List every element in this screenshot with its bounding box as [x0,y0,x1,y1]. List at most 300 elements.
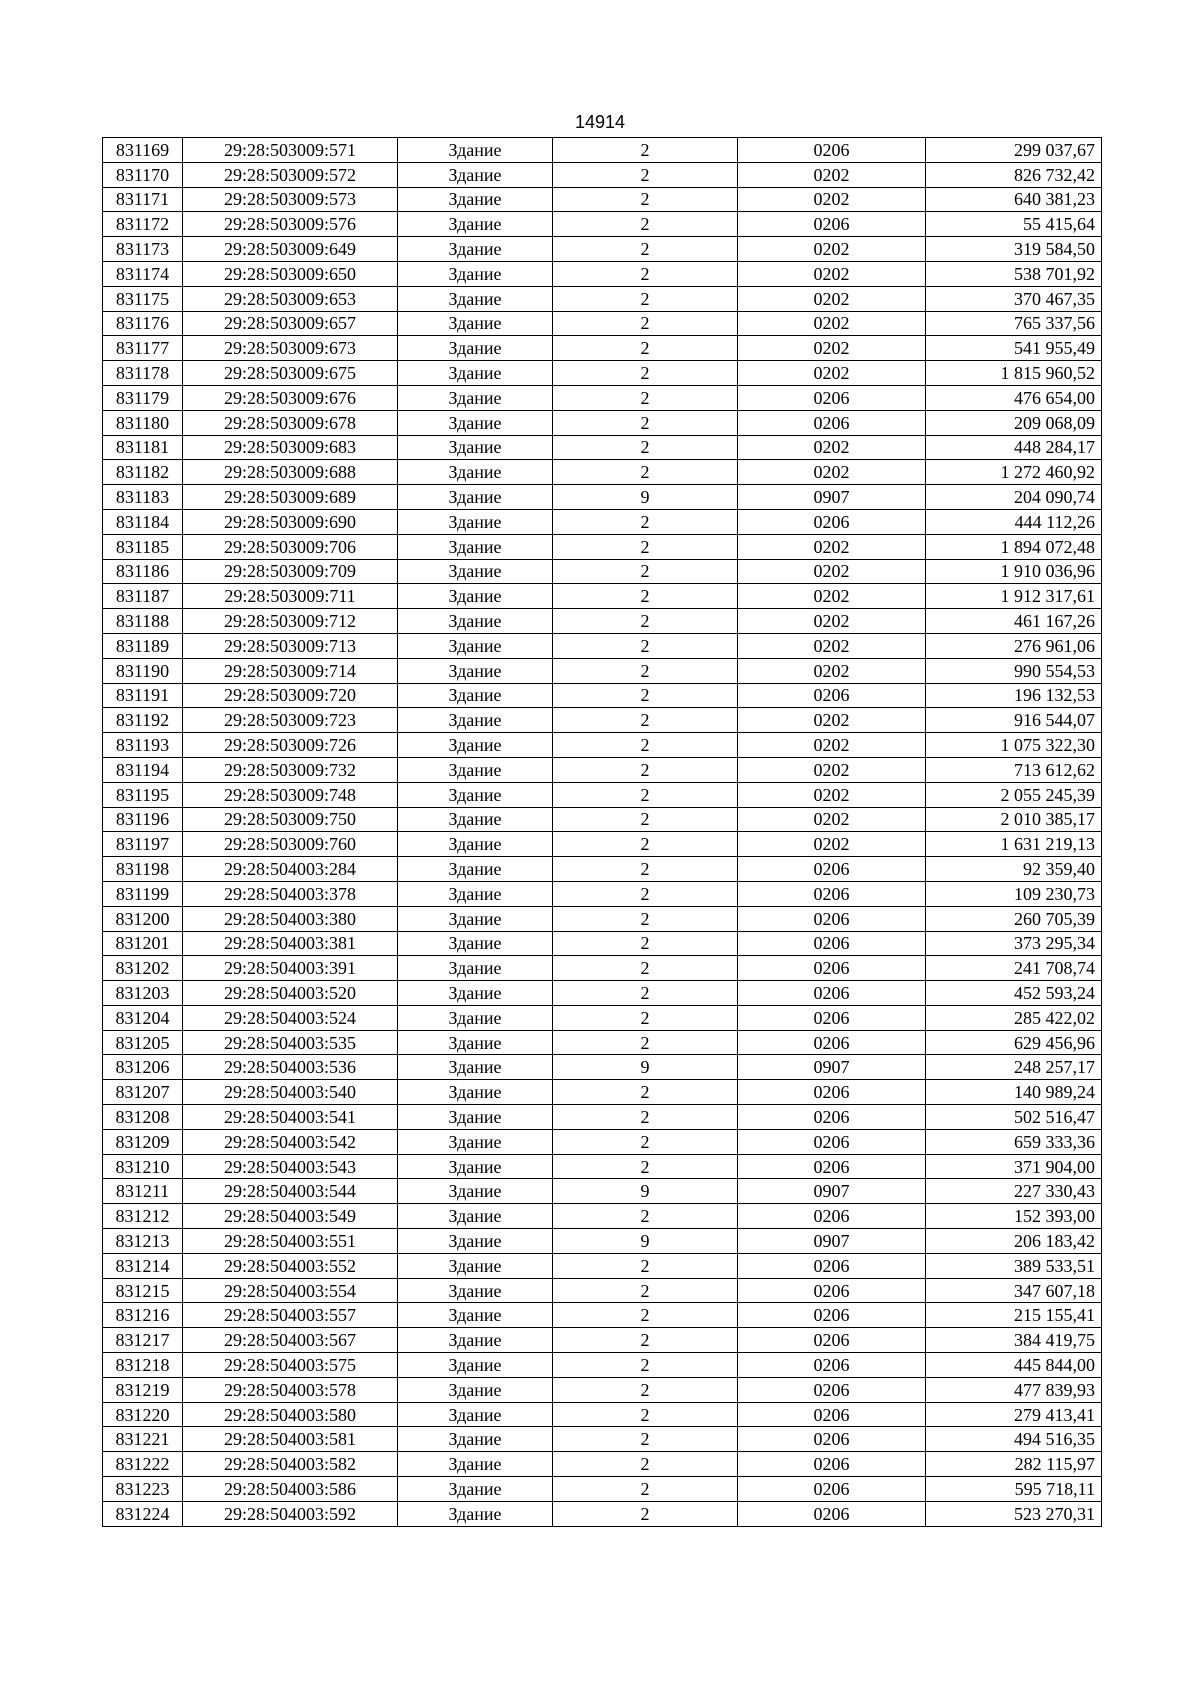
cadastral-number-cell: 29:28:504003:535 [183,1030,398,1055]
cadastral-number-cell: 29:28:504003:381 [183,931,398,956]
group-cell: 2 [553,1452,738,1477]
table-row [103,162,1102,187]
row-number-cell: 831200 [103,906,183,931]
table-row [103,1377,1102,1402]
row-number-cell: 831221 [103,1427,183,1452]
group-cell: 2 [553,1204,738,1229]
subgroup-code-cell: 0202 [738,559,926,584]
row-number-cell: 831183 [103,485,183,510]
object-type-cell: Здание [398,881,553,906]
subgroup-code-cell: 0202 [738,361,926,386]
subgroup-code-cell: 0206 [738,1105,926,1130]
subgroup-code-cell: 0206 [738,857,926,882]
object-type-cell: Здание [398,336,553,361]
object-type-cell: Здание [398,1328,553,1353]
cadastral-number-cell: 29:28:504003:592 [183,1501,398,1526]
subgroup-code-cell: 0202 [738,708,926,733]
subgroup-code-cell: 0206 [738,1377,926,1402]
subgroup-code-cell: 0206 [738,931,926,956]
object-type-cell: Здание [398,261,553,286]
cadastral-value-cell: 2 055 245,39 [926,782,1102,807]
cadastral-value-cell: 595 718,11 [926,1477,1102,1502]
cadastral-value-cell: 629 456,96 [926,1030,1102,1055]
object-type-cell: Здание [398,1204,553,1229]
cadastral-number-cell: 29:28:503009:690 [183,509,398,534]
group-cell: 2 [553,981,738,1006]
group-cell: 2 [553,460,738,485]
group-cell: 9 [553,1229,738,1254]
table-row [103,956,1102,981]
row-number-cell: 831202 [103,956,183,981]
row-number-cell: 831194 [103,757,183,782]
cadastral-number-cell: 29:28:504003:536 [183,1055,398,1080]
cadastral-number-cell: 29:28:503009:675 [183,361,398,386]
group-cell: 2 [553,385,738,410]
cadastral-value-cell: 285 422,02 [926,1005,1102,1030]
table-row [103,609,1102,634]
cadastral-value-cell: 1 910 036,96 [926,559,1102,584]
row-number-cell: 831195 [103,782,183,807]
row-number-cell: 831173 [103,237,183,262]
object-type-cell: Здание [398,138,553,163]
subgroup-code-cell: 0907 [738,1229,926,1254]
object-type-cell: Здание [398,906,553,931]
cadastral-number-cell: 29:28:504003:378 [183,881,398,906]
subgroup-code-cell: 0206 [738,956,926,981]
table-row [103,385,1102,410]
object-type-cell: Здание [398,733,553,758]
cadastral-number-cell: 29:28:503009:678 [183,410,398,435]
group-cell: 2 [553,361,738,386]
cadastral-number-cell: 29:28:504003:578 [183,1377,398,1402]
row-number-cell: 831214 [103,1253,183,1278]
cadastral-value-cell: 282 115,97 [926,1452,1102,1477]
subgroup-code-cell: 0202 [738,311,926,336]
group-cell: 2 [553,237,738,262]
object-type-cell: Здание [398,1501,553,1526]
cadastral-number-cell: 29:28:503009:683 [183,435,398,460]
subgroup-code-cell: 0202 [738,261,926,286]
subgroup-code-cell: 0202 [738,733,926,758]
cadastral-number-cell: 29:28:504003:549 [183,1204,398,1229]
table-row [103,1229,1102,1254]
object-type-cell: Здание [398,1179,553,1204]
cadastral-value-cell: 541 955,49 [926,336,1102,361]
object-type-cell: Здание [398,485,553,510]
table-row [103,1253,1102,1278]
group-cell: 2 [553,311,738,336]
row-number-cell: 831197 [103,832,183,857]
cadastral-value-cell: 538 701,92 [926,261,1102,286]
subgroup-code-cell: 0202 [738,435,926,460]
table-row [103,757,1102,782]
object-type-cell: Здание [398,435,553,460]
row-number-cell: 831215 [103,1278,183,1303]
cadastral-number-cell: 29:28:503009:709 [183,559,398,584]
cadastral-value-table [102,137,1102,1527]
cadastral-value-cell: 55 415,64 [926,212,1102,237]
cadastral-value-cell: 227 330,43 [926,1179,1102,1204]
group-cell: 2 [553,757,738,782]
cadastral-number-cell: 29:28:503009:711 [183,584,398,609]
cadastral-number-cell: 29:28:503009:732 [183,757,398,782]
cadastral-number-cell: 29:28:504003:540 [183,1080,398,1105]
table-row [103,1129,1102,1154]
row-number-cell: 831174 [103,261,183,286]
cadastral-number-cell: 29:28:504003:544 [183,1179,398,1204]
cadastral-number-cell: 29:28:503009:688 [183,460,398,485]
subgroup-code-cell: 0206 [738,1303,926,1328]
object-type-cell: Здание [398,584,553,609]
row-number-cell: 831190 [103,658,183,683]
table-row [103,584,1102,609]
cadastral-value-cell: 92 359,40 [926,857,1102,882]
cadastral-number-cell: 29:28:504003:543 [183,1154,398,1179]
subgroup-code-cell: 0202 [738,832,926,857]
object-type-cell: Здание [398,162,553,187]
table-row [103,1179,1102,1204]
row-number-cell: 831223 [103,1477,183,1502]
cadastral-value-cell: 461 167,26 [926,609,1102,634]
subgroup-code-cell: 0206 [738,1278,926,1303]
table-row [103,286,1102,311]
table-body [103,138,1102,1527]
object-type-cell: Здание [398,1253,553,1278]
cadastral-value-cell: 276 961,06 [926,633,1102,658]
group-cell: 2 [553,534,738,559]
object-type-cell: Здание [398,187,553,212]
row-number-cell: 831213 [103,1229,183,1254]
cadastral-value-cell: 371 904,00 [926,1154,1102,1179]
cadastral-value-cell: 826 732,42 [926,162,1102,187]
table-row [103,683,1102,708]
row-number-cell: 831219 [103,1377,183,1402]
cadastral-value-cell: 765 337,56 [926,311,1102,336]
object-type-cell: Здание [398,460,553,485]
cadastral-number-cell: 29:28:504003:567 [183,1328,398,1353]
group-cell: 2 [553,857,738,882]
row-number-cell: 831179 [103,385,183,410]
table-row [103,1030,1102,1055]
row-number-cell: 831220 [103,1402,183,1427]
row-number-cell: 831186 [103,559,183,584]
cadastral-value-cell: 384 419,75 [926,1328,1102,1353]
cadastral-value-cell: 347 607,18 [926,1278,1102,1303]
subgroup-code-cell: 0202 [738,782,926,807]
object-type-cell: Здание [398,956,553,981]
table-row [103,138,1102,163]
row-number-cell: 831180 [103,410,183,435]
cadastral-number-cell: 29:28:504003:580 [183,1402,398,1427]
object-type-cell: Здание [398,410,553,435]
cadastral-value-cell: 196 132,53 [926,683,1102,708]
cadastral-number-cell: 29:28:503009:689 [183,485,398,510]
row-number-cell: 831182 [103,460,183,485]
subgroup-code-cell: 0206 [738,1005,926,1030]
object-type-cell: Здание [398,981,553,1006]
cadastral-value-cell: 713 612,62 [926,757,1102,782]
row-number-cell: 831185 [103,534,183,559]
row-number-cell: 831196 [103,807,183,832]
row-number-cell: 831175 [103,286,183,311]
subgroup-code-cell: 0206 [738,906,926,931]
group-cell: 2 [553,658,738,683]
table-row [103,336,1102,361]
cadastral-value-cell: 389 533,51 [926,1253,1102,1278]
row-number-cell: 831178 [103,361,183,386]
row-number-cell: 831177 [103,336,183,361]
subgroup-code-cell: 0206 [738,212,926,237]
table-row [103,410,1102,435]
subgroup-code-cell: 0202 [738,633,926,658]
subgroup-code-cell: 0202 [738,237,926,262]
table-row [103,906,1102,931]
object-type-cell: Здание [398,237,553,262]
table-row [103,633,1102,658]
row-number-cell: 831176 [103,311,183,336]
group-cell: 2 [553,1129,738,1154]
group-cell: 2 [553,1278,738,1303]
row-number-cell: 831187 [103,584,183,609]
group-cell: 2 [553,1353,738,1378]
group-cell: 2 [553,807,738,832]
subgroup-code-cell: 0202 [738,162,926,187]
cadastral-number-cell: 29:28:504003:391 [183,956,398,981]
subgroup-code-cell: 0206 [738,683,926,708]
cadastral-value-cell: 502 516,47 [926,1105,1102,1130]
cadastral-number-cell: 29:28:504003:557 [183,1303,398,1328]
table-row [103,708,1102,733]
cadastral-value-cell: 1 075 322,30 [926,733,1102,758]
cadastral-value-cell: 370 467,35 [926,286,1102,311]
cadastral-number-cell: 29:28:504003:524 [183,1005,398,1030]
subgroup-code-cell: 0202 [738,584,926,609]
object-type-cell: Здание [398,212,553,237]
cadastral-value-cell: 523 270,31 [926,1501,1102,1526]
cadastral-value-cell: 1 894 072,48 [926,534,1102,559]
cadastral-value-cell: 319 584,50 [926,237,1102,262]
table-row [103,733,1102,758]
cadastral-number-cell: 29:28:503009:676 [183,385,398,410]
group-cell: 2 [553,1501,738,1526]
table-row [103,1105,1102,1130]
object-type-cell: Здание [398,633,553,658]
cadastral-number-cell: 29:28:503009:673 [183,336,398,361]
group-cell: 2 [553,1402,738,1427]
cadastral-value-cell: 1 912 317,61 [926,584,1102,609]
table-row [103,658,1102,683]
subgroup-code-cell: 0206 [738,981,926,1006]
table-row [103,1427,1102,1452]
group-cell: 2 [553,832,738,857]
subgroup-code-cell: 0206 [738,509,926,534]
row-number-cell: 831170 [103,162,183,187]
cadastral-value-cell: 2 010 385,17 [926,807,1102,832]
cadastral-value-cell: 140 989,24 [926,1080,1102,1105]
object-type-cell: Здание [398,782,553,807]
table-row [103,1005,1102,1030]
cadastral-value-cell: 206 183,42 [926,1229,1102,1254]
group-cell: 2 [553,212,738,237]
cadastral-number-cell: 29:28:503009:750 [183,807,398,832]
subgroup-code-cell: 0202 [738,286,926,311]
group-cell: 2 [553,609,738,634]
object-type-cell: Здание [398,1303,553,1328]
object-type-cell: Здание [398,534,553,559]
object-type-cell: Здание [398,1030,553,1055]
cadastral-value-cell: 152 393,00 [926,1204,1102,1229]
subgroup-code-cell: 0206 [738,410,926,435]
group-cell: 2 [553,1328,738,1353]
subgroup-code-cell: 0206 [738,1477,926,1502]
subgroup-code-cell: 0206 [738,1129,926,1154]
subgroup-code-cell: 0202 [738,534,926,559]
group-cell: 2 [553,708,738,733]
cadastral-number-cell: 29:28:503009:712 [183,609,398,634]
subgroup-code-cell: 0206 [738,1154,926,1179]
table-row [103,1328,1102,1353]
subgroup-code-cell: 0202 [738,658,926,683]
object-type-cell: Здание [398,757,553,782]
object-type-cell: Здание [398,1477,553,1502]
object-type-cell: Здание [398,1105,553,1130]
row-number-cell: 831189 [103,633,183,658]
group-cell: 9 [553,485,738,510]
group-cell: 2 [553,1030,738,1055]
group-cell: 2 [553,633,738,658]
cadastral-number-cell: 29:28:504003:520 [183,981,398,1006]
table-row [103,832,1102,857]
row-number-cell: 831169 [103,138,183,163]
subgroup-code-cell: 0202 [738,187,926,212]
table-row [103,1303,1102,1328]
table-row [103,807,1102,832]
table-row [103,931,1102,956]
group-cell: 2 [553,1080,738,1105]
row-number-cell: 831218 [103,1353,183,1378]
row-number-cell: 831207 [103,1080,183,1105]
cadastral-value-cell: 1 631 219,13 [926,832,1102,857]
object-type-cell: Здание [398,807,553,832]
group-cell: 2 [553,733,738,758]
page-number: 14914 [574,112,626,132]
cadastral-value-cell: 477 839,93 [926,1377,1102,1402]
cadastral-value-cell: 109 230,73 [926,881,1102,906]
object-type-cell: Здание [398,683,553,708]
cadastral-number-cell: 29:28:503009:714 [183,658,398,683]
table-row [103,261,1102,286]
table-row [103,1477,1102,1502]
group-cell: 2 [553,509,738,534]
object-type-cell: Здание [398,1452,553,1477]
cadastral-number-cell: 29:28:503009:650 [183,261,398,286]
object-type-cell: Здание [398,708,553,733]
cadastral-number-cell: 29:28:503009:573 [183,187,398,212]
table-row [103,1055,1102,1080]
cadastral-value-cell: 476 654,00 [926,385,1102,410]
group-cell: 2 [553,1154,738,1179]
row-number-cell: 831209 [103,1129,183,1154]
cadastral-number-cell: 29:28:503009:572 [183,162,398,187]
group-cell: 2 [553,956,738,981]
cadastral-value-cell: 279 413,41 [926,1402,1102,1427]
group-cell: 2 [553,1005,738,1030]
subgroup-code-cell: 0206 [738,385,926,410]
subgroup-code-cell: 0206 [738,881,926,906]
table-row [103,559,1102,584]
subgroup-code-cell: 0202 [738,336,926,361]
cadastral-value-cell: 215 155,41 [926,1303,1102,1328]
subgroup-code-cell: 0206 [738,1253,926,1278]
object-type-cell: Здание [398,1278,553,1303]
cadastral-value-cell: 640 381,23 [926,187,1102,212]
group-cell: 2 [553,138,738,163]
cadastral-value-cell: 1 815 960,52 [926,361,1102,386]
cadastral-value-cell: 452 593,24 [926,981,1102,1006]
group-cell: 2 [553,584,738,609]
table-row [103,1154,1102,1179]
cadastral-number-cell: 29:28:504003:380 [183,906,398,931]
table-row [103,361,1102,386]
object-type-cell: Здание [398,385,553,410]
row-number-cell: 831222 [103,1452,183,1477]
cadastral-number-cell: 29:28:504003:575 [183,1353,398,1378]
object-type-cell: Здание [398,361,553,386]
subgroup-code-cell: 0206 [738,1452,926,1477]
row-number-cell: 831212 [103,1204,183,1229]
cadastral-value-cell: 448 284,17 [926,435,1102,460]
cadastral-number-cell: 29:28:504003:582 [183,1452,398,1477]
row-number-cell: 831205 [103,1030,183,1055]
subgroup-code-cell: 0206 [738,1353,926,1378]
group-cell: 2 [553,906,738,931]
table-row [103,1278,1102,1303]
object-type-cell: Здание [398,931,553,956]
group-cell: 2 [553,1253,738,1278]
cadastral-number-cell: 29:28:504003:542 [183,1129,398,1154]
table-row [103,1080,1102,1105]
object-type-cell: Здание [398,509,553,534]
object-type-cell: Здание [398,857,553,882]
row-number-cell: 831199 [103,881,183,906]
cadastral-value-cell: 248 257,17 [926,1055,1102,1080]
group-cell: 2 [553,931,738,956]
subgroup-code-cell: 0202 [738,609,926,634]
subgroup-code-cell: 0907 [738,485,926,510]
cadastral-number-cell: 29:28:504003:541 [183,1105,398,1130]
cadastral-number-cell: 29:28:503009:720 [183,683,398,708]
object-type-cell: Здание [398,1154,553,1179]
subgroup-code-cell: 0206 [738,138,926,163]
row-number-cell: 831172 [103,212,183,237]
row-number-cell: 831224 [103,1501,183,1526]
cadastral-number-cell: 29:28:503009:760 [183,832,398,857]
group-cell: 9 [553,1179,738,1204]
table-row [103,485,1102,510]
cadastral-value-cell: 494 516,35 [926,1427,1102,1452]
object-type-cell: Здание [398,559,553,584]
group-cell: 9 [553,1055,738,1080]
cadastral-number-cell: 29:28:503009:748 [183,782,398,807]
table-row [103,782,1102,807]
cadastral-value-cell: 260 705,39 [926,906,1102,931]
table-row [103,1204,1102,1229]
object-type-cell: Здание [398,1005,553,1030]
table-row [103,311,1102,336]
object-type-cell: Здание [398,832,553,857]
object-type-cell: Здание [398,658,553,683]
object-type-cell: Здание [398,311,553,336]
